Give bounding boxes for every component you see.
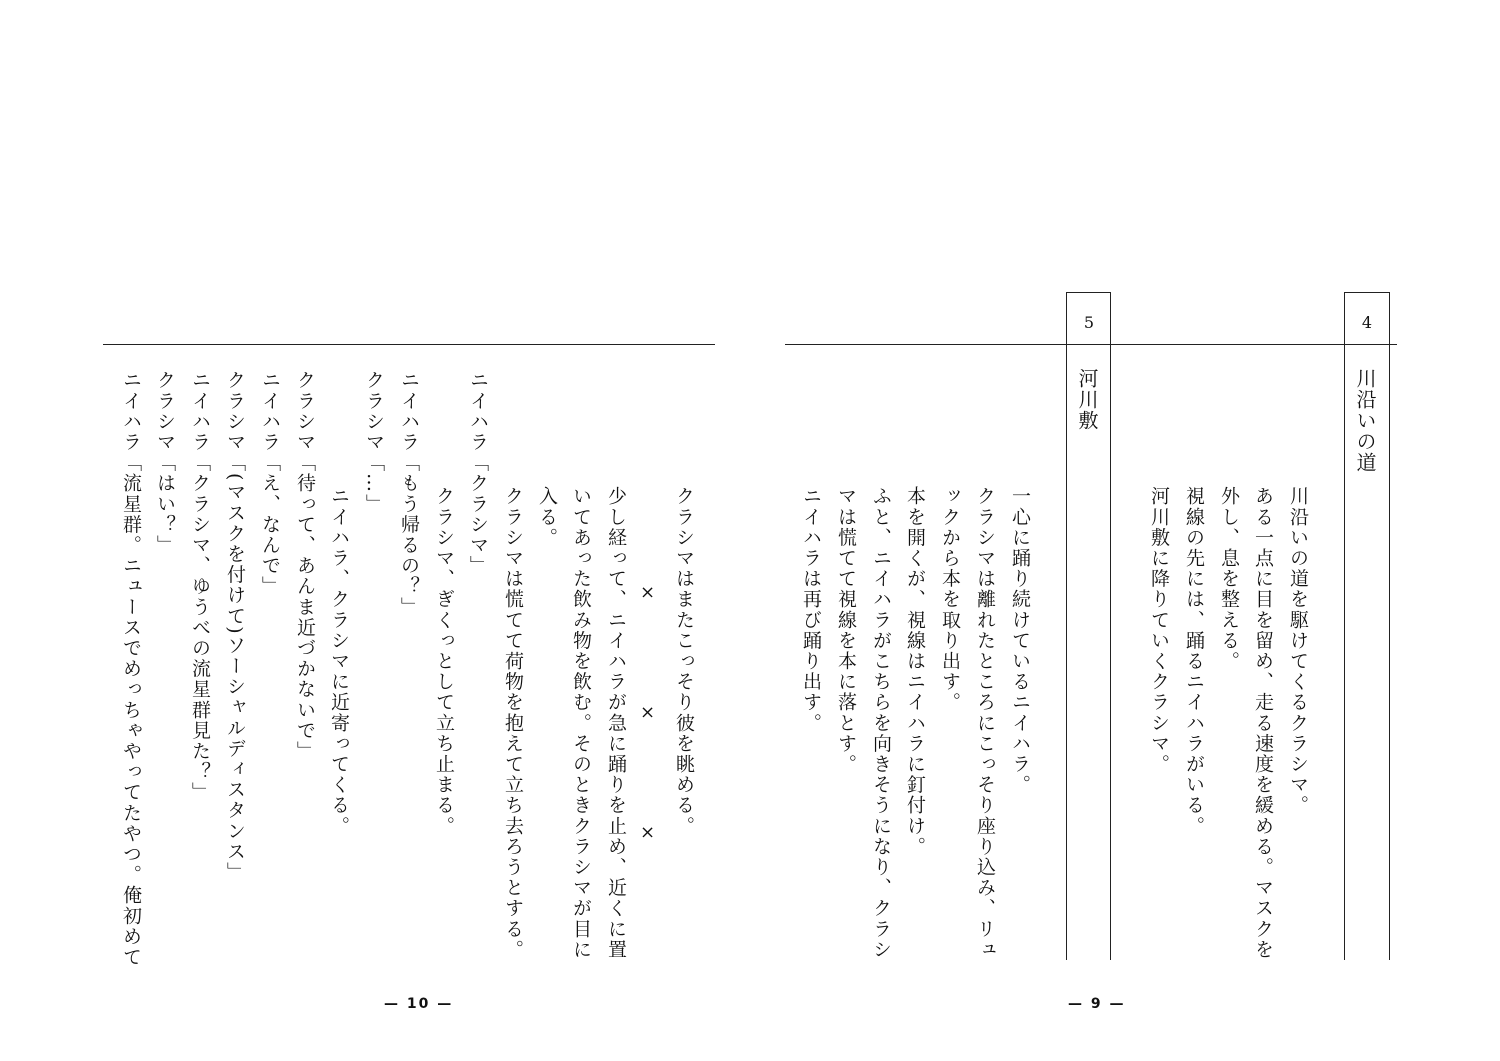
dialogue-line: クラシマ「はい？」 bbox=[154, 370, 176, 556]
action-line: 一心に踊り続けているニイハラ。 bbox=[1009, 486, 1031, 795]
scene-heading: 川沿いの道 bbox=[1353, 368, 1377, 473]
dialogue-line: ニイハラ「流星群。ニュースでめっちゃやってたやつ。俺初めて bbox=[120, 370, 142, 968]
scene-number: 4 bbox=[1361, 313, 1373, 332]
action-line: クラシマは離れたところにこっそり座り込み、リュ bbox=[974, 486, 996, 960]
action-line: ふと、ニイハラがこちらを向きそうになり、クラシ bbox=[870, 486, 892, 960]
scene-break-mark: × bbox=[640, 822, 656, 843]
scene-box-top bbox=[1344, 292, 1389, 293]
action-line: 外し、息を整える。 bbox=[1218, 486, 1240, 672]
action-line: ックから本を取り出す。 bbox=[939, 486, 961, 713]
page-9 bbox=[750, 0, 1500, 1061]
scene-break-mark: × bbox=[640, 582, 656, 603]
scene-break-mark: × bbox=[640, 702, 656, 723]
dialogue-line: ニイハラ「クラシマ、ゆうべの流星群見た？」 bbox=[189, 370, 211, 803]
action-line: クラシマはまたこっそり彼を眺める。 bbox=[673, 486, 695, 837]
dialogue-line: クラシマ「待って、あんま近づかないで」 bbox=[294, 370, 316, 762]
action-line: ニイハラは再び踊り出す。 bbox=[800, 486, 822, 734]
scene-box-top bbox=[1066, 292, 1110, 293]
action-line: 川沿いの道を駆けてくるクラシマ。 bbox=[1287, 486, 1309, 816]
action-line: マは慌てて視線を本に落とす。 bbox=[835, 486, 857, 775]
scene-box-edge bbox=[1389, 292, 1390, 960]
action-line: 河川敷に降りていくクラシマ。 bbox=[1148, 486, 1170, 775]
scene-box-edge bbox=[1066, 292, 1067, 960]
action-line: いてあった飲み物を飲む。そのときクラシマが目に bbox=[570, 486, 592, 960]
scene-heading: 河川敷 bbox=[1075, 368, 1099, 431]
dialogue-line: ニイハラ「クラシマ」 bbox=[467, 370, 489, 576]
header-rule bbox=[785, 344, 1397, 345]
scene-number: 5 bbox=[1083, 313, 1095, 332]
dialogue-line: ニイハラ「もう帰るの？」 bbox=[398, 370, 420, 618]
action-line: クラシマは慌てて荷物を抱えて立ち去ろうとする。 bbox=[502, 486, 524, 960]
scene-box-edge bbox=[1344, 292, 1345, 960]
page-number: — 9 — bbox=[1068, 996, 1126, 1012]
dialogue-line: クラシマ「(マスクを付けて)ソーシャルディスタンス」 bbox=[224, 370, 246, 883]
header-rule bbox=[103, 344, 715, 345]
action-line: クラシマ、ぎくっとして立ち止まる。 bbox=[433, 486, 455, 837]
action-line: ニイハラ、クラシマに近寄ってくる。 bbox=[328, 486, 350, 837]
dialogue-line: クラシマ「…」 bbox=[363, 370, 385, 515]
dialogue-line: ニイハラ「え、なんで」 bbox=[259, 370, 281, 597]
action-line: 入る。 bbox=[536, 486, 558, 548]
page-number: — 10 — bbox=[384, 996, 454, 1012]
action-line: 視線の先には、踊るニイハラがいる。 bbox=[1183, 486, 1205, 837]
scene-box-edge bbox=[1110, 292, 1111, 960]
action-line: ある一点に目を留め、走る速度を緩める。マスクを bbox=[1252, 486, 1274, 960]
action-line: 少し経って、ニイハラが急に踊りを止め、近くに置 bbox=[605, 486, 627, 960]
action-line: 本を開くが、視線はニイハラに釘付け。 bbox=[904, 486, 926, 857]
